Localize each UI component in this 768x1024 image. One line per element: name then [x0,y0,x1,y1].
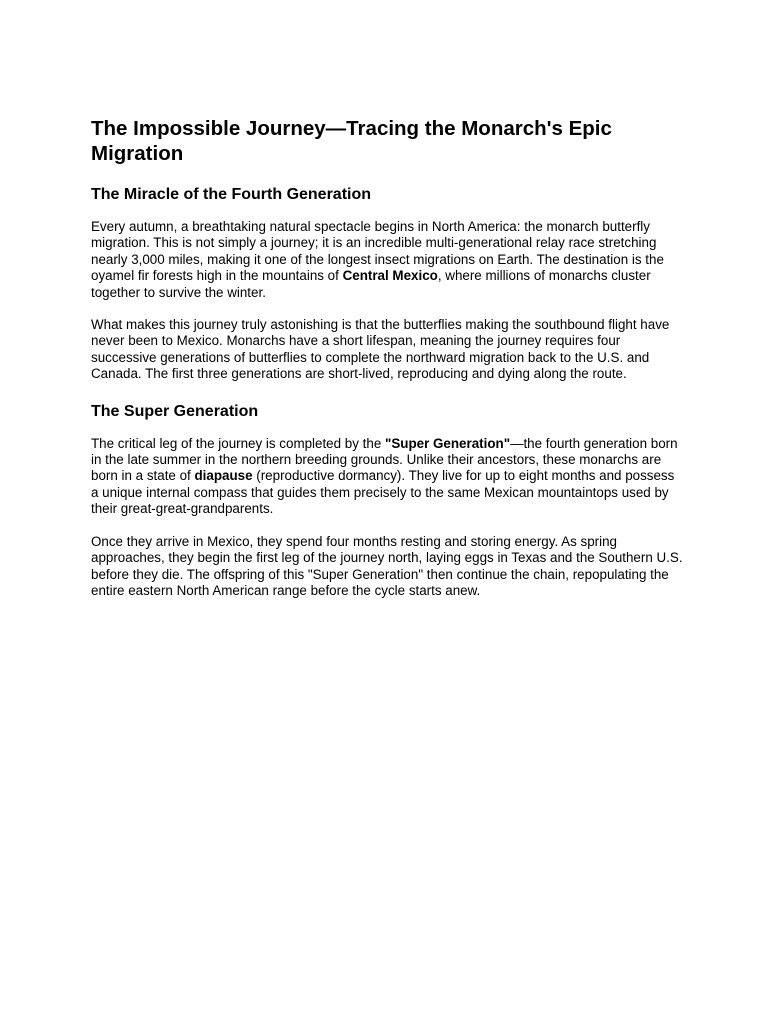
paragraph-text: , where millions of monarchs cluster together to survive the winter. [91,268,651,300]
bold-term: diapause [194,468,253,484]
paragraph-text: Every autumn, a breathtaking natural spectacle begins in North America: the monarch butterfly migration. This is not simply a journey; it is an incredible multi-generational relay race stretching nearly 3,000 miles, making it one of the longest insect migrations on Earth. The destination is the oyamel fir forests high in the mountains of [91,219,664,284]
bold-term: "Super Generation" [385,435,511,451]
paragraph [91,317,683,383]
section-miracle-fourth-generation [91,185,683,383]
paragraph-text: What makes this journey truly astonishing is that the butterflies making the southbound flight have never been to Mexico. Monarchs have a short lifespan, meaning the journey requires four successive generations of butterflies to complete the northward migration back to the U.S. and Canada. The first three generations are short-lived, reproducing and dying along the route. [91,317,670,382]
document-title: The Impossible Journey—Tracing the Monarch's Epic Migration [91,117,612,165]
bold-term: Central Mexico [342,268,438,284]
paragraph-text: Once they arrive in Mexico, they spend four months resting and storing energy. As spring approaches, they begin the first leg of the journey north, laying eggs in Texas and the Southern U.S. before they die. The offspring of this "Super Generation" then continue the chain, repopulating the entire eastern North American range before the cycle starts anew. [91,533,683,598]
paragraph [91,534,683,600]
paragraph-text: The critical leg of the journey is completed by the [91,435,385,451]
section-heading: The Miracle of the Fourth Generation [91,186,372,203]
paragraph-text: —the fourth generation born in the late summer in the northern breeding grounds. Unlike their ancestors, these monarchs are born in a state of [91,435,678,484]
document-page [91,116,683,599]
section-super-generation [91,402,683,600]
paragraph [91,436,683,518]
paragraph [91,219,683,301]
paragraph-text: (reproductive dormancy). They live for up to eight months and possess a unique internal compass that guides them precisely to the same Mexican mountaintops used by their great-great-grandparents. [91,468,675,517]
section-heading: The Super Generation [91,402,259,420]
